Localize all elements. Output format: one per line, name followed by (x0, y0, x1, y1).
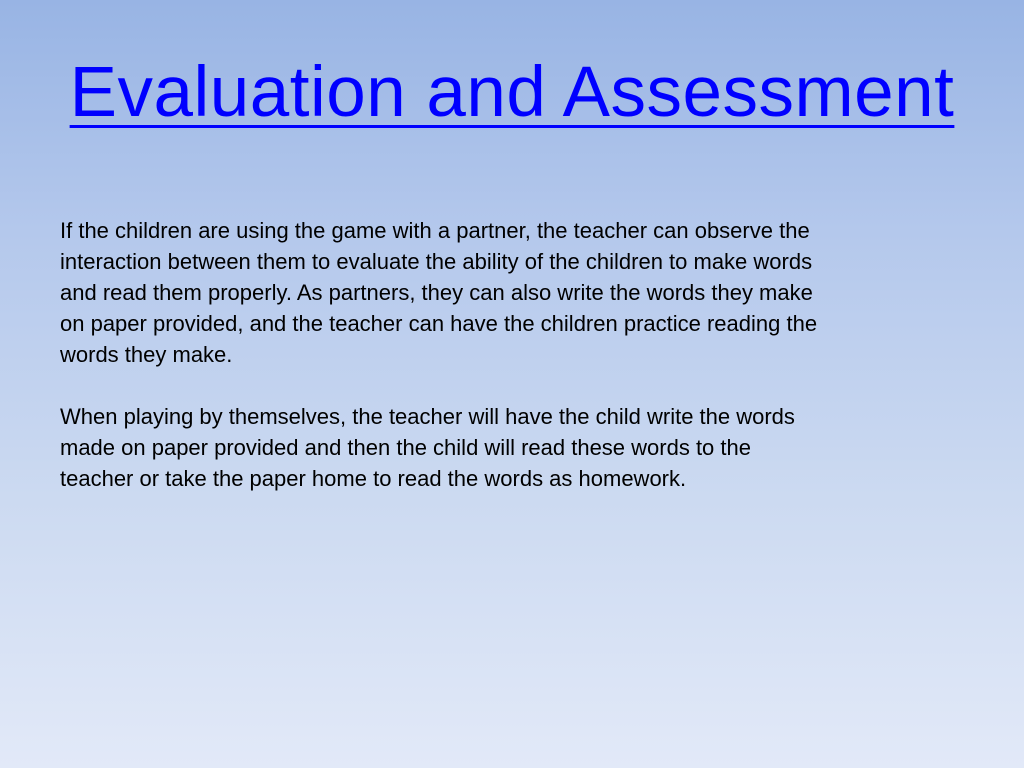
title-link[interactable]: Evaluation and Assessment (69, 53, 955, 132)
slide-title (0, 52, 1024, 133)
paragraph-solo-play: When playing by themselves, the teacher will have the child write the words made on paper provided and then the child will read these words to the teacher or take the paper home to read the words as homework. (60, 404, 795, 491)
paragraph-partner-play: If the children are using the game with a partner, the teacher can observe the interaction between them to evaluate the ability of the children to make words and read them properly. As partners, they can also write the words they make on paper provided, and the teacher can have the children practice reading the words they make. (60, 218, 818, 367)
slide-body (60, 215, 960, 525)
